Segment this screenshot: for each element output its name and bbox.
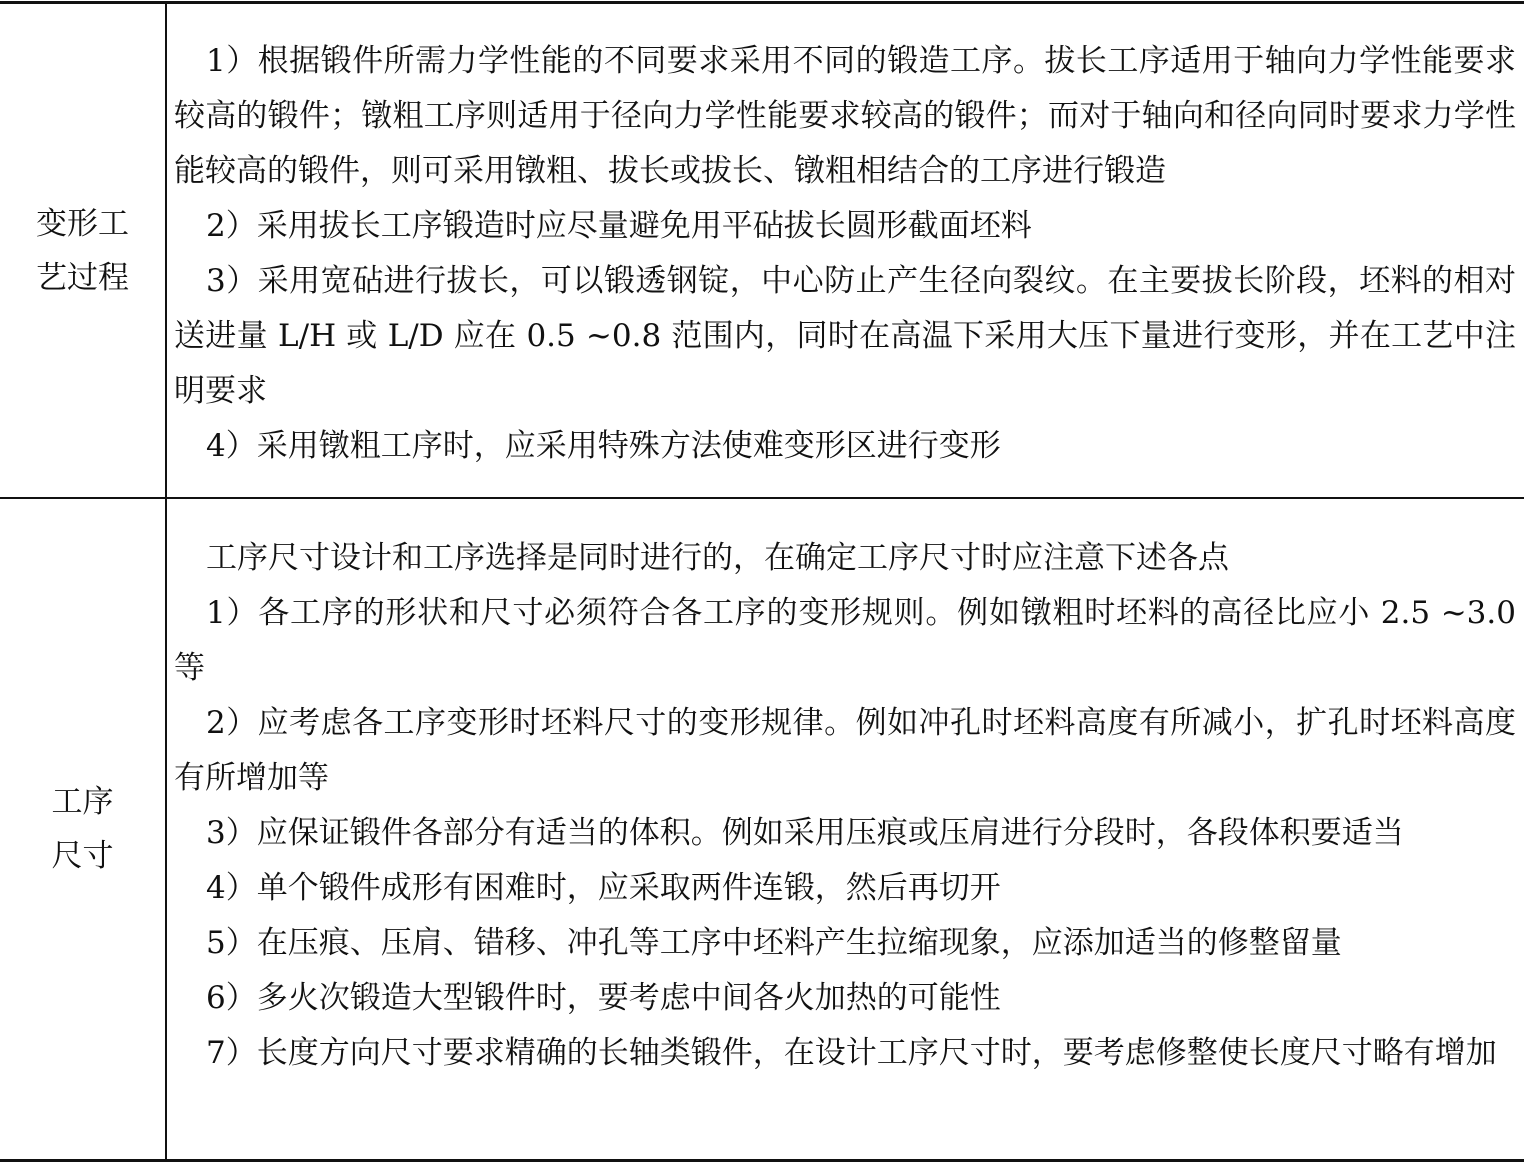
table-paragraph: 工序尺寸设计和工序选择是同时进行的，在确定工序尺寸时应注意下述各点 (206, 540, 1229, 576)
row-heading-line: 工序 (51, 784, 114, 820)
table-paragraph: 4）采用镦粗工序时，应采用特殊方法使难变形区进行变形 (206, 428, 1001, 464)
column-divider (165, 3, 167, 1160)
table-paragraph: 3）应保证锻件各部分有适当的体积。例如采用压痕或压肩进行分段时，各段体积要适当 (206, 815, 1404, 851)
table-paragraph: 5）在压痕、压肩、错移、冲孔等工序中坯料产生拉缩现象，应添加适当的修整留量 (206, 925, 1342, 961)
table-top-rule (0, 1, 1524, 4)
row-content-deformation-process (174, 34, 1516, 474)
table-bottom-rule (0, 1159, 1524, 1162)
row-heading-deformation-process (0, 4, 165, 497)
table-paragraph: 6）多火次锻造大型锻件时，要考虑中间各火加热的可能性 (206, 980, 1001, 1016)
table-paragraph: 1）根据锻件所需力学性能的不同要求采用不同的锻造工序。拔长工序适用于轴向力学性能要求较高的锻件；镦粗工序则适用于径向力学性能要求较高的锻件；而对于轴向和径向同时要求力学性能较高的锻件，则可采用镦粗、拔长或拔长、镦粗相结合的工序进行锻造 (174, 43, 1516, 189)
table-paragraph: 7）长度方向尺寸要求精确的长轴类锻件，在设计工序尺寸时，要考虑修整使长度尺寸略有增加 (206, 1035, 1497, 1071)
table-paragraph: 3）采用宽砧进行拔长，可以锻透钢锭，中心防止产生径向裂纹。在主要拔长阶段，坯料的相对送进量 L/H 或 L/D 应在 0.5 ~0.8 范围内，同时在高温下采用大压下量进行变形，并在工艺中注明要求 (174, 263, 1516, 409)
row-content-process-dimensions (174, 531, 1516, 1081)
row-heading-line: 尺寸 (51, 838, 114, 874)
table-paragraph: 2）应考虑各工序变形时坯料尺寸的变形规律。例如冲孔时坯料高度有所减小，扩孔时坯料高度有所增加等 (174, 705, 1516, 796)
row-heading-line: 变形工 (36, 205, 129, 242)
row-heading-process-dimensions (0, 499, 165, 1159)
table-paragraph: 4）单个锻件成形有困难时，应采取两件连锻，然后再切开 (206, 870, 1001, 906)
row-heading-line: 艺过程 (36, 259, 129, 296)
table-paragraph: 2）采用拔长工序锻造时应尽量避免用平砧拔长圆形截面坯料 (206, 208, 1032, 244)
table-paragraph: 1）各工序的形状和尺寸必须符合各工序的变形规则。例如镦粗时坯料的高径比应小 2.5 ~3.0 等 (174, 595, 1516, 686)
row-divider (0, 497, 1524, 499)
